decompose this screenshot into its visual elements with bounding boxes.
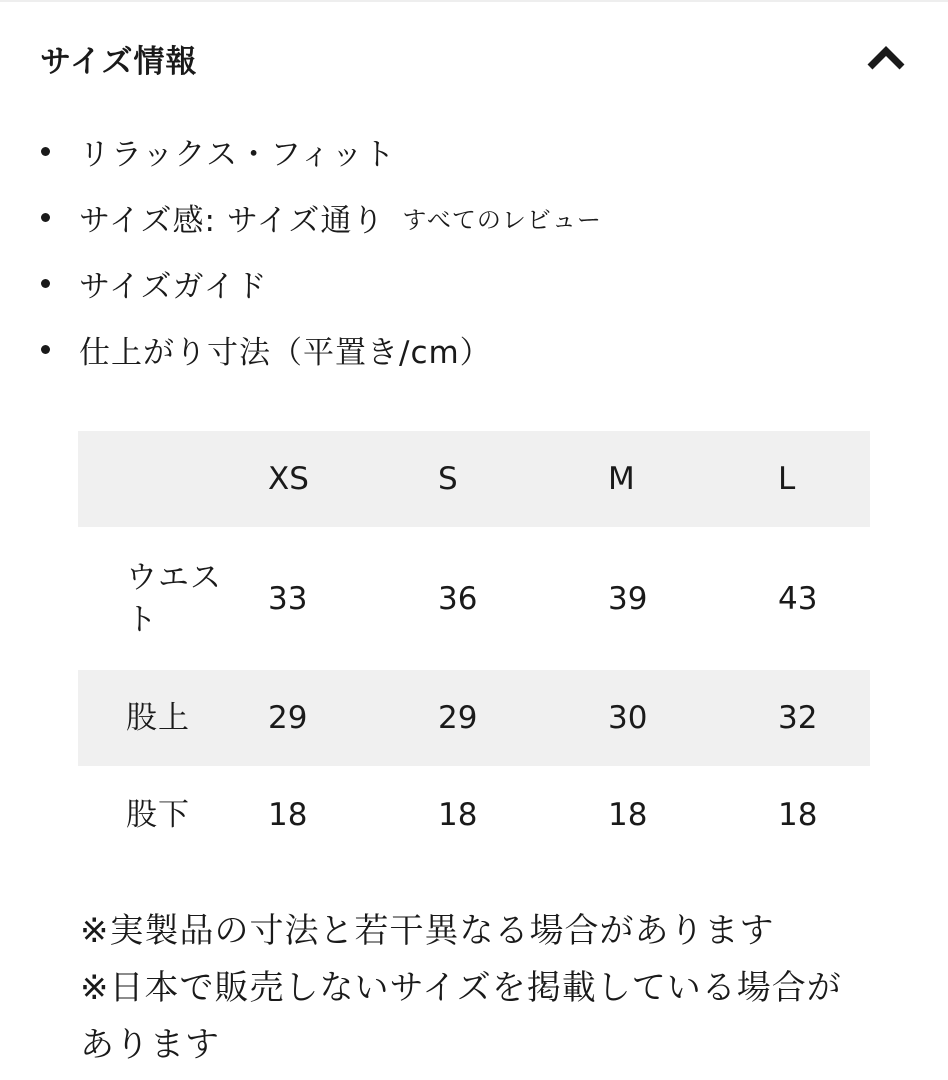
table-row (78, 670, 870, 766)
bullet-icon (41, 279, 50, 288)
fit-text: リラックス・フィット (79, 136, 396, 173)
table-cell: 18 (608, 796, 648, 833)
table-cell: 32 (778, 700, 818, 736)
bullet-icon (41, 345, 50, 354)
column-header-xs: XS (268, 461, 309, 497)
size-notes (80, 903, 870, 1074)
table-cell: 29 (438, 700, 478, 736)
list-item-size-guide (40, 250, 900, 316)
table-corner-cell (78, 431, 248, 527)
row-label-inseam: 股下 (126, 796, 190, 833)
column-header-l: L (778, 461, 796, 497)
note-text: ※実製品の寸法と若干異なる場合があります (80, 911, 775, 951)
dimensions-text: 仕上がり寸法（平置き/cm） (79, 334, 492, 371)
table-cell: 33 (268, 580, 308, 617)
table-cell: 43 (778, 580, 818, 617)
table-cell: 36 (438, 580, 478, 617)
bullet-icon (41, 213, 50, 222)
table-header-row (78, 431, 870, 527)
table-cell: 18 (778, 796, 818, 833)
table-cell: 39 (608, 580, 648, 617)
table-cell: 18 (268, 796, 308, 833)
size-feel-text: サイズ感: サイズ通り (79, 202, 385, 239)
table-cell: 29 (268, 700, 308, 736)
size-table (78, 431, 870, 863)
row-label-waist: ウエスト (126, 559, 222, 638)
list-item-fit (40, 118, 900, 184)
size-feature-list (40, 118, 900, 382)
list-item-size-feel (40, 184, 900, 250)
size-info-header[interactable] (40, 30, 908, 86)
table-row (78, 766, 870, 863)
section-title: サイズ情報 (40, 43, 198, 80)
all-reviews-link[interactable]: すべてのレビュー (402, 205, 602, 234)
size-guide-link[interactable]: サイズガイド (79, 268, 268, 305)
list-item-dimensions (40, 316, 900, 382)
bullet-icon (41, 147, 50, 156)
column-header-s: S (438, 461, 458, 497)
table-cell: 30 (608, 700, 648, 736)
table-cell: 18 (438, 796, 478, 833)
top-divider (0, 0, 948, 2)
column-header-m: M (608, 461, 635, 497)
table-row (78, 527, 870, 670)
chevron-up-icon[interactable] (864, 36, 908, 80)
row-label-rise: 股上 (126, 700, 190, 736)
note-text: ※日本で販売しないサイズを掲載している場合があります (80, 968, 842, 1065)
